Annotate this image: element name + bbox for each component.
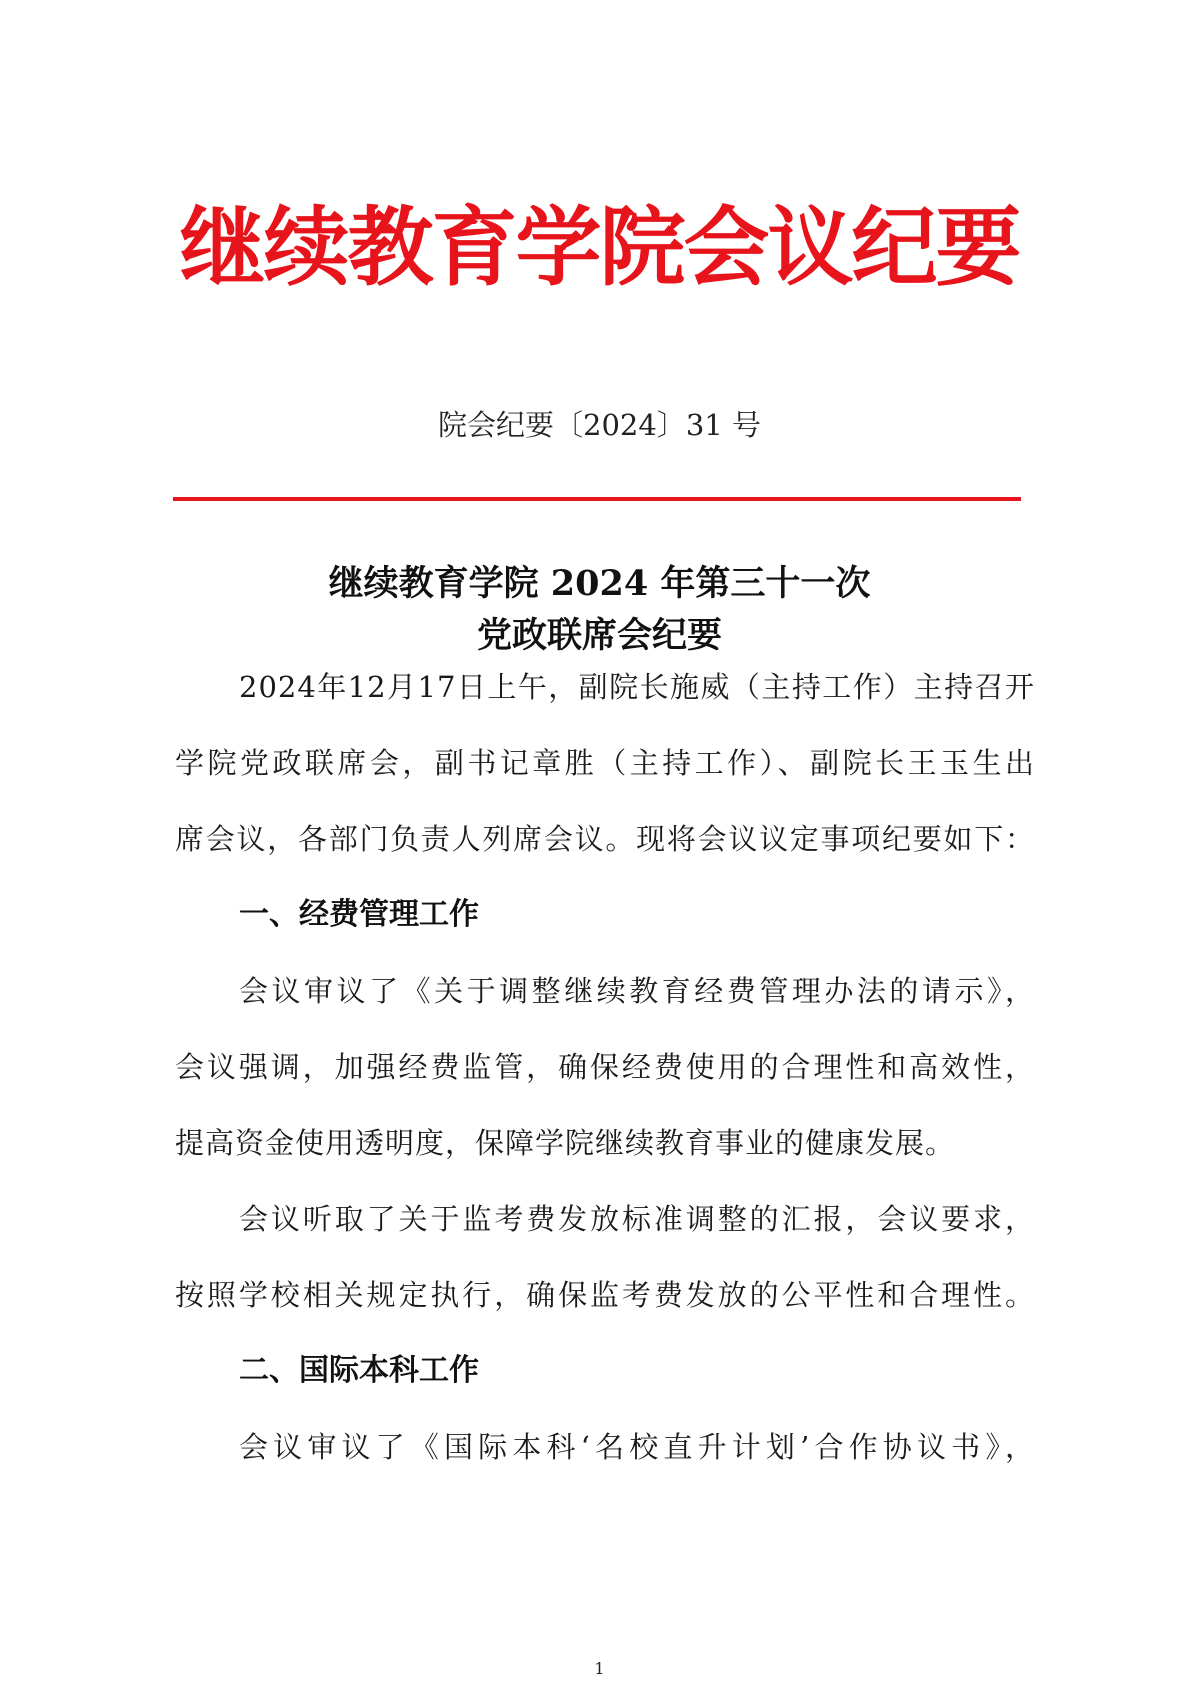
section1-p1-line-3: 提高资金使用透明度，保障学院继续教育事业的健康发展。 <box>175 1126 956 1160</box>
section1-p1-line-1: 会议审议了《关于调整继续教育经费管理办法的请示》， <box>239 974 1035 1008</box>
intro-line-3: 席会议，各部门负责人列席会议。现将会议议定事项纪要如下： <box>175 822 1035 856</box>
document-title-line-2: 党政联席会纪要 <box>476 615 722 656</box>
intro-line-2: 学院党政联席会，副书记章胜（主持工作）、副院长王玉生出 <box>175 746 1035 780</box>
red-divider-rule <box>173 497 1021 501</box>
section1-p2-line-2: 按照学校相关规定执行，确保监考费发放的公平性和合理性。 <box>175 1278 1035 1312</box>
document-number: 院会纪要〔2024〕31 号 <box>438 408 761 442</box>
masthead-title: 继续教育学院会议纪要 <box>179 198 1020 298</box>
section1-p2-line-1: 会议听取了关于监考费发放标准调整的汇报，会议要求， <box>239 1202 1035 1236</box>
section-heading-1: 一、经费管理工作 <box>239 897 479 932</box>
section2-p1-line-1: 会议审议了《国际本科‘名校直升计划’合作协议书》， <box>239 1430 1035 1464</box>
section-heading-2: 二、国际本科工作 <box>239 1353 479 1388</box>
section1-p1-line-2: 会议强调，加强经费监管，确保经费使用的合理性和高效性， <box>175 1050 1035 1084</box>
page-number: 1 <box>594 1659 605 1678</box>
document-title-line-1: 继续教育学院 2024 年第三十一次 <box>328 563 871 604</box>
intro-line-1: 2024年12月17日上午，副院长施威（主持工作）主持召开 <box>239 670 1035 704</box>
